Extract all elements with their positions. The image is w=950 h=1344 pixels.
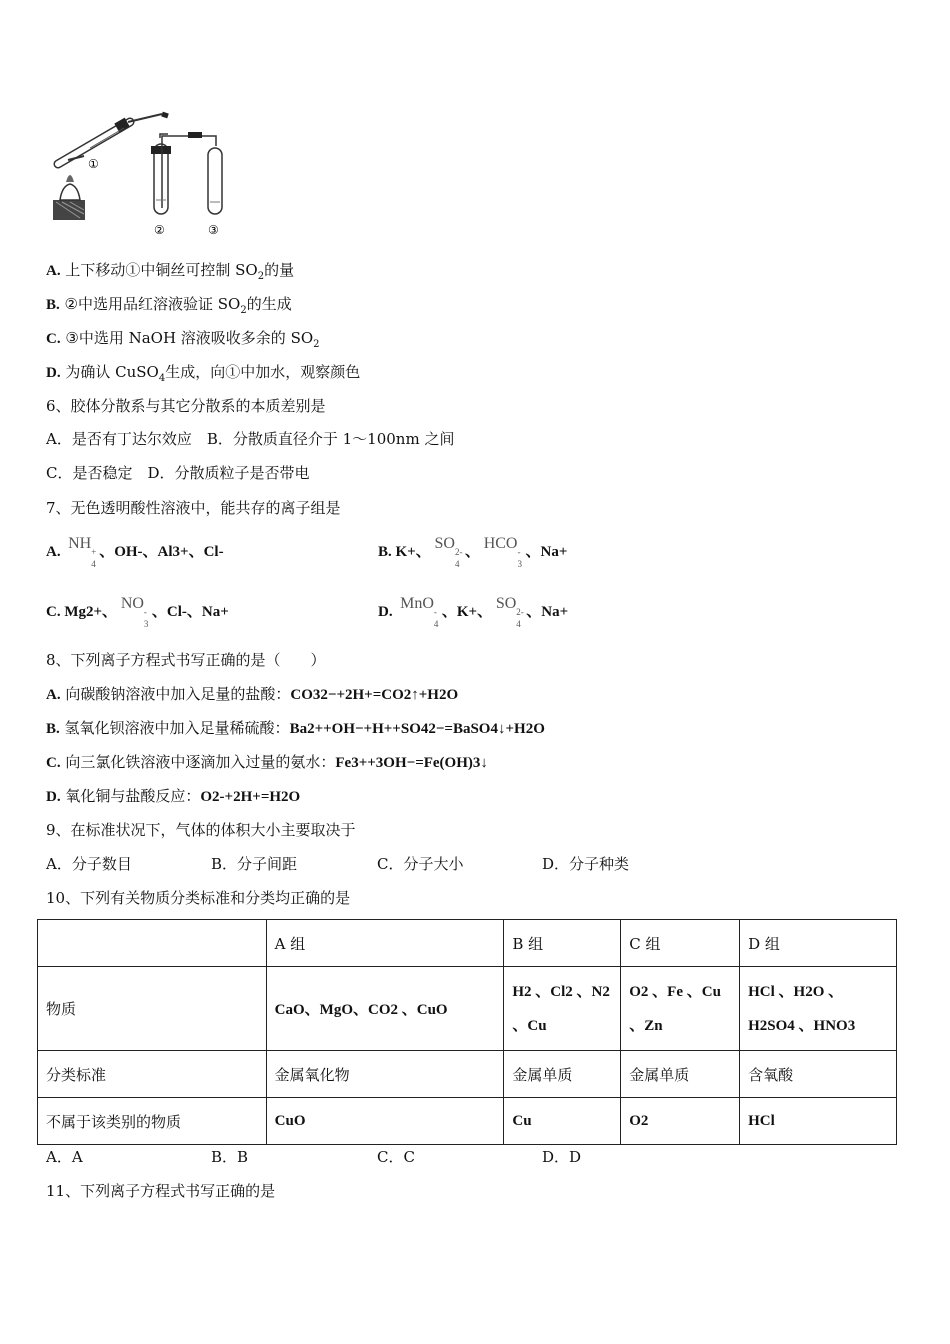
q7-option-d: D. MnO - 4 、K+、 SO 2- 4 、Na+ [378, 595, 569, 629]
ion-so4-d: SO 2- 4 [495, 595, 524, 629]
q10-option-c: C．C [377, 1148, 415, 1166]
q9-option-a: A．分子数目 [46, 855, 132, 873]
q9-option-b: B．分子间距 [211, 855, 298, 873]
q10-option-d: D．D [542, 1148, 582, 1166]
table-header-row: A 组 B 组 C 组 D 组 [38, 920, 897, 967]
ion-no3: NO - 3 [120, 595, 149, 629]
q9-option-d: D．分子种类 [542, 855, 630, 873]
q10-stem: 10、下列有关物质分类标准和分类均正确的是 [46, 889, 351, 907]
q10-table [37, 919, 897, 1145]
q10-option-a: A．A [46, 1148, 83, 1166]
q5-option-d: D. 为确认 CuSO$_4$生成，向①中加水，观察颜色 [46, 363, 361, 384]
q11-stem: 11、下列离子方程式书写正确的是 [46, 1182, 276, 1200]
q7-option-a: A. NH + 4 、OH-、Al3+、Cl- [46, 535, 224, 569]
table-row: 不属于该类别的物质 CuO Cu O2 HCl [38, 1098, 897, 1145]
table-row: 分类标准 金属氧化物 金属单质 金属单质 含氧酸 [38, 1051, 897, 1098]
q8-option-b: B. 氢氧化钡溶液中加入足量稀硫酸：Ba2++OH−+H++SO42−=BaSO4↓+H2O [46, 719, 545, 737]
q5-option-b: B. ②中选用品红溶液验证 $SO_2$的生成 [46, 295, 292, 316]
q8-stem: 8、下列离子方程式书写正确的是（ ） [46, 651, 326, 669]
q9-option-c: C．分子大小 [377, 855, 464, 873]
q8-option-c: C. 向三氯化铁溶液中逐滴加入过量的氨水：Fe3++3OH−=Fe(OH)3↓ [46, 753, 488, 771]
ion-nh4: NH + 4 [68, 535, 97, 569]
q6-stem: 6、胶体分散系与其它分散系的本质差别是 [46, 397, 326, 415]
ion-mno4: MnO - 4 [400, 595, 439, 629]
label-1: ① [88, 157, 99, 171]
q8-option-d: D. 氧化铜与盐酸反应：O2-+2H+=H2O [46, 787, 301, 805]
q5-option-c: C. ③中选用 NaOH 溶液吸收多余的 $SO_2$ [46, 329, 320, 350]
q8-option-a: A. 向碳酸钠溶液中加入足量的盐酸：CO32−+2H+=CO2↑+H2O [46, 685, 459, 703]
apparatus-diagram [50, 110, 240, 242]
ion-so4: SO 2- 4 [434, 535, 463, 569]
q5-option-a: A. 上下移动①中铜丝可控制 $SO_2$的量 [46, 261, 295, 282]
label-2: ② [154, 223, 165, 237]
table-row: 物质 CaO、MgO、CO2 、CuO H2 、Cl2 、N2 、Cu O2 、Fe 、Cu 、Zn HCl 、H2O 、H2SO4 、HNO3 [38, 967, 897, 1051]
q9-stem: 9、在标准状况下，气体的体积大小主要取决于 [46, 821, 356, 839]
ion-hco3: HCO - 3 [483, 535, 522, 569]
q6-options-row1: A．是否有丁达尔效应 B．分散质直径介于 1～100nm 之间 [46, 430, 455, 448]
q10-option-b: B．B [211, 1148, 249, 1166]
q7-option-c: C. Mg2+、 NO - 3 、Cl-、Na+ [46, 595, 229, 629]
label-3: ③ [208, 223, 219, 237]
q7-option-b: B. K+、 SO 2- 4 、 HCO - 3 、Na+ [378, 535, 568, 569]
q7-stem: 7、无色透明酸性溶液中，能共存的离子组是 [46, 499, 341, 517]
q6-options-row2: C．是否稳定 D．分散质粒子是否带电 [46, 464, 310, 482]
